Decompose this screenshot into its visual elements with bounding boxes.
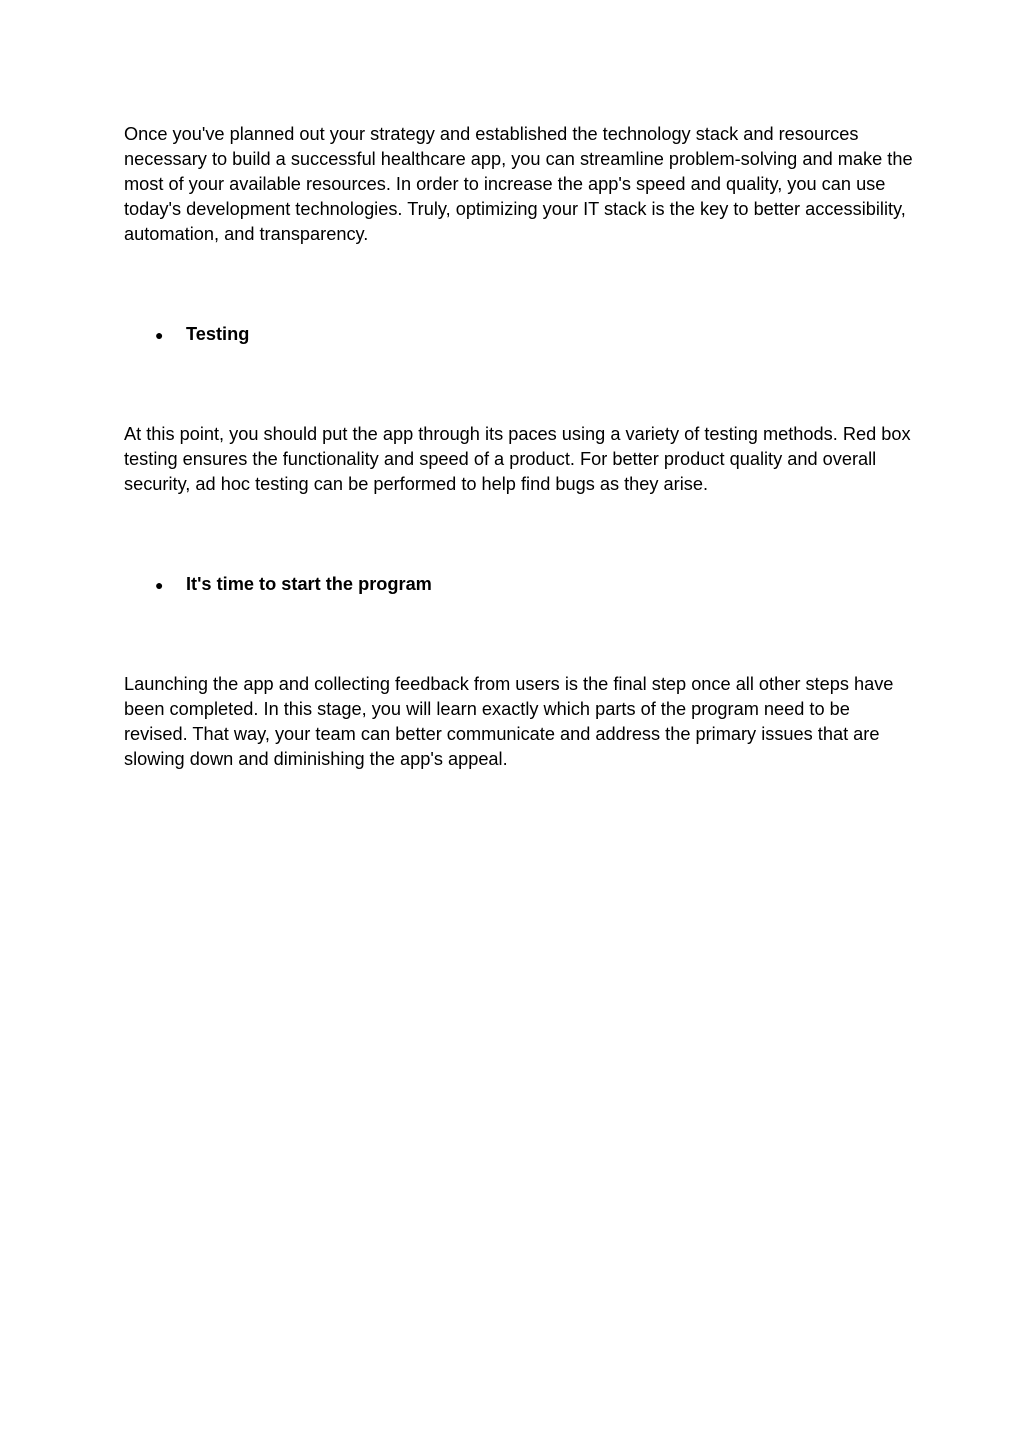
section-heading-testing [155,322,249,348]
launch-paragraph: Launching the app and collecting feedback from users is the final step once all other steps have been completed. In this stage, you will learn exactly which parts of the program need to be revised. That way, your team can better communicate and address the primary issues that are slowing down and diminishing the app's appeal. [124,674,894,769]
section-heading-label: Testing [186,324,250,344]
bullet-icon: ● [155,327,164,343]
testing-paragraph: At this point, you should put the app through its paces using a variety of testing methods. Red box testing ensures the functionality and speed of a product. For better product quality and overall security, ad hoc testing can be performed to help find bugs as they arise. [124,424,911,494]
intro-paragraph: Once you've planned out your strategy and established the technology stack and resources necessary to build a successful healthcare app, you can streamline problem-solving and make the most of your available resources. In order to increase the app's speed and quality, you can use today's development technologies. Truly, optimizing your IT stack is the key to better accessibility, automation, and transparency. [124,124,913,244]
section-heading-label: It's time to start the program [186,574,432,594]
section-heading-launch [155,572,432,598]
bullet-icon: ● [155,577,164,593]
